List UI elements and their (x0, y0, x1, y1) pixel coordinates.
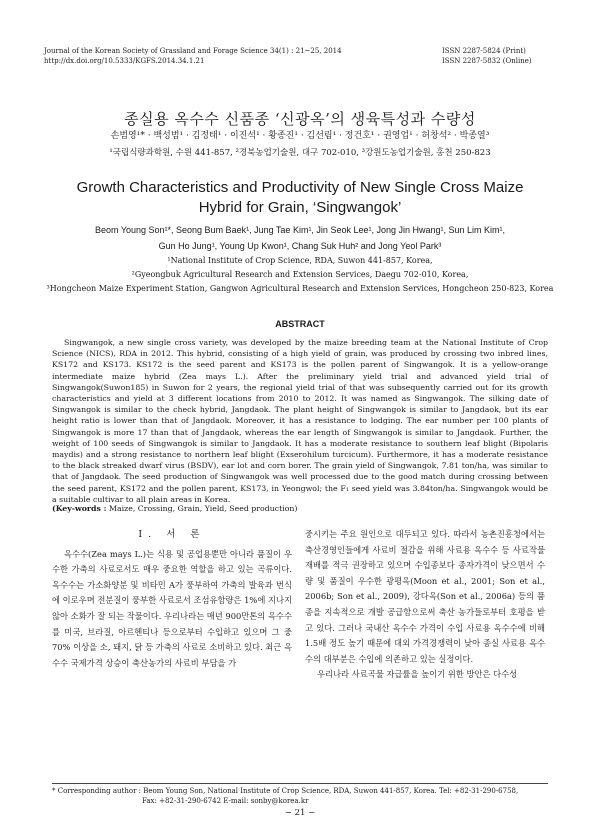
abstract-text: Singwangok, a new single cross variety, was developed by the maize breeding team at the National Institute of Crop Science (NICS), RDA in 2012. This hybrid, consisting of a high yield of grain, was produced by crossing two inbred lines, KS172 and KS173. KS172 is the seed parent and KS173 is the pollen parent of Singwangok. It is a yellow-orange intermediate maize hybrid (Zea mays L.). After the preliminary yield trial and advanced yield trial of Singwangok(Suwon185) in Suwon for 2 years, the regional yield trial of that was subsequently carried out for its growth characteristics and yield at 3 different locations from 2010 to 2012. It was named as Singwangok. The silking date of Singwangok is similar to the check hybrid, Jangdaok. The plant height of Singwangok is similar to Jangdaok, but its ear height ratio is lower than that of Jangdaok. Moreover, it has a resistance to lodging. The ear number per 100 plants of Singwangok is more 17 than that of Jangdaok, whereas the ear length of Singwangok is similar to Jangdaok. Further, the weight of 100 seeds of Singwangok is similar to Jangdaok. It has a moderate resistance to southern leaf blight (Bipolaris maydis) and a strong resistance to northern leaf blight (Exserohilum turcicum). Furthermore, it has a moderate resistance to the black streaked dwarf virus (BSDV), ear lot and corn borer. The grain yield of Singwangok, 7.81 ton/ha, was similar to that of Jangdaok. The seed production of Singwangok was well processed due to the good match during crossing between the seed parent, KS172 and the pollen parent, KS173, in Yeongwol; the F₁ seed yield was 3.84ton/ha. Singwangok would be a suitable cultivar to all plain areas in Korea. (52, 338, 548, 504)
korean-authors: 손범영¹* · 백성범¹ · 김정태¹ · 이진석¹ · 황종진¹ · 김선림¹ · 정건호¹ · 권영업¹ · 허창석² · 박종열³ (110, 131, 490, 141)
footnote-divider (52, 783, 548, 784)
korean-title: 종실용 옥수수 신품종 ‘신광옥’의 생육특성과 수량성 (124, 110, 476, 128)
affiliation-2: ²Gyeongbuk Agricultural Research and Extension Services, Daegu 702-010, Korea, (131, 270, 469, 279)
footnote-line1: * Corresponding author : Beom Young Son, National Institute of Crop Science, RDA, Suwon 441-857, Korea. Tel: +82-31-290-6758, (52, 787, 519, 795)
issn-print: ISSN 2287-5824 (Print) (442, 47, 526, 55)
doi-link[interactable]: http://dx.doi.org/10.5333/KGFS.2014.34.1.21 (44, 57, 205, 65)
footnote-line2: Fax: +82-31-290-6742 E-mail: sonby@korea.kr (142, 797, 309, 805)
issn-online: ISSN 2287-5832 (Online) (442, 57, 532, 65)
intro-paragraph-right: 중시키는 주요 원인으로 대두되고 있다. 따라서 농촌진흥청에서는 축산경영인들에게 사료비 절감을 위해 사료용 옥수수 등 사료작물 재배를 적극 권장하고 있으며 수입종보다 종자가격이 낮으면서 수량 및 품질이 우수한 광평옥(Moon et al., 2001; Son et al., 2006b; Son et al., 2009), 강다옥(Son et al., 2006a) 등의 품종을 지속적으로 개발 공급함으로써 축산 농가들로부터 호평을 받고 있다. 그러나 국내산 옥수수 가격이 수입 사료용 옥수수에 비해 1.5배 정도 높기 때문에 대외 가격경쟁력이 낮아 종실 사료용 옥수수의 대부분은 수입에 의존하고 있는 실정이다. (305, 529, 545, 664)
journal-citation: Journal of the Korean Society of Grassland and Forage Science 34(1) : 21~25, 2014 (44, 47, 342, 55)
intro-paragraph-left: 옥수수(Zea mays L.)는 식용 및 공업용뿐만 아니라 품질이 우수한 가축의 사료로서도 매우 중요한 역할을 하고 있는 곡류이다. 옥수수는 가소화양분 및 비타민 A가 풍부하여 가축의 발육과 번식에 이로우며 전분질이 풍부한 사료로서 조섬유함량은 1%에 지나지 않아 소화가 잘 되는 작물이다. 우리나라는 매년 900만톤의 옥수수를 미국, 브라질, 아르헨티나 등으로부터 수입하고 있으며 그 중 70% 이상을 소, 돼지, 닭 등 가축의 사료로 소비하고 있다. 최근 옥수수 국제가격 상승이 축산농가의 사료비 부담을 가 (52, 548, 293, 668)
section-title: Ⅰ. 서 론 (138, 529, 206, 540)
english-title (0, 178, 600, 218)
keywords (52, 504, 548, 513)
page-number: − 21 − (284, 808, 316, 818)
abstract-heading: ABSTRACT (275, 319, 325, 329)
keywords-list: Maize, Crossing, Grain, Yield, Seed production) (106, 504, 298, 513)
corresponding-author-footnote (52, 786, 548, 818)
english-authors-line2: Gun Ho Jung¹, Young Up Kwon¹, Chang Suk Huh² and Jong Yeol Park³ (158, 241, 442, 251)
english-title-line2: Hybrid for Grain, ‘Singwangok’ (198, 199, 402, 216)
affiliation-1: ¹National Institute of Crop Science, RDA, Suwon 441-857, Korea, (167, 256, 433, 265)
english-authors (70, 222, 530, 254)
issn-block (442, 46, 552, 66)
body-left-column (52, 527, 292, 671)
journal-header (44, 46, 342, 66)
body-right-column (305, 527, 545, 683)
intro-paragraph-right-2: 우리나라 사료곡물 자급률을 높이기 위한 방안은 다수성 (317, 669, 518, 680)
english-authors-line1: Beom Young Son¹*, Seong Bum Baek¹, Jung Tae Kim¹, Jin Seok Lee¹, Jong Jin Hwang¹, Sun Lim Kim¹, (94, 225, 506, 235)
keywords-label: (Key-words : (52, 504, 107, 513)
korean-affiliations: ¹국립식량과학원, 수원 441-857, ²경북농업기술원, 대구 702-010, ³강원도농업기술원, 홍천 250-823 (109, 148, 491, 158)
affiliation-3: ³Hongcheon Maize Experiment Station, Gangwon Agricultural Research and Extension Services, Hongcheon 250-823, Korea (46, 284, 554, 293)
english-title-line1: Growth Characteristics and Productivity of New Single Cross Maize (76, 179, 524, 196)
